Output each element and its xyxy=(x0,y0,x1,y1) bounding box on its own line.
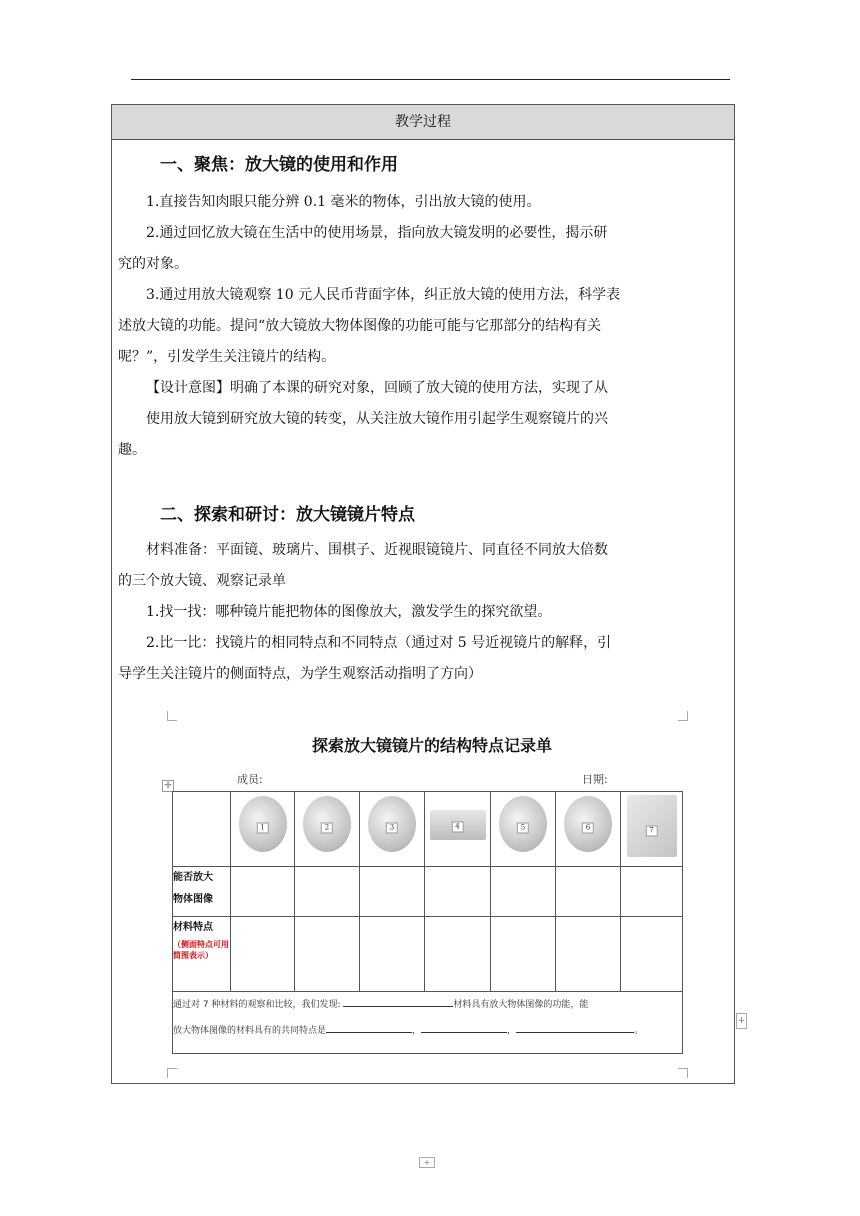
answer-cell xyxy=(360,867,425,917)
step-2-line2: 导学生关注镜片的侧面特点，为学生观察活动指明了方向） xyxy=(118,666,482,682)
lens-number: 2 xyxy=(321,823,333,834)
lens-number: 1 xyxy=(256,823,268,834)
answer-cell xyxy=(621,917,683,992)
answer-cell xyxy=(425,867,491,917)
design-intent-line2: 使用放大镜到研究放大镜的转变，从关注放大镜作用引起学生观察镜片的兴 xyxy=(146,411,608,427)
section-header: 教学过程 xyxy=(112,105,734,140)
answer-cell xyxy=(360,917,425,992)
lesson-process-frame xyxy=(111,104,746,1167)
blank-line xyxy=(516,1022,634,1033)
paragraph-1: 1.直接告知肉眼只能分辨 0.1 毫米的物体，引出放大镜的使用。 xyxy=(146,194,541,210)
section1-heading: 一、聚焦：放大镜的使用和作用 xyxy=(160,155,398,175)
lens-photo xyxy=(499,796,547,852)
paragraph-2-line2: 究的对象。 xyxy=(118,256,188,272)
lens-cell xyxy=(295,792,360,867)
blank-line xyxy=(343,996,453,1007)
lens-photo xyxy=(564,796,612,852)
crop-mark xyxy=(167,711,177,721)
lens-photo xyxy=(430,810,486,840)
answer-cell xyxy=(425,917,491,992)
crop-mark xyxy=(167,1068,177,1078)
answer-cell xyxy=(556,917,621,992)
answer-cell xyxy=(556,867,621,917)
add-column-button[interactable]: + xyxy=(736,1013,747,1029)
lens-photo xyxy=(239,796,287,852)
lens-cell xyxy=(425,792,491,867)
paragraph-2-line1: 2.通过回忆放大镜在生活中的使用场景，指向放大镜发明的必要性，揭示研 xyxy=(146,225,608,241)
paragraph-3-line1: 3.通过用放大镜观察 10 元人民币背面字体，纠正放大镜的使用方法，科学表 xyxy=(146,287,621,303)
lens-photo xyxy=(368,796,416,852)
step-1: 1.找一找：哪种镜片能把物体的图像放大，激发学生的探究欲望。 xyxy=(146,604,552,620)
design-intent-line3: 趣。 xyxy=(118,442,146,458)
summary-row xyxy=(173,992,683,1054)
answer-cell xyxy=(295,917,360,992)
lens-photo xyxy=(303,796,351,852)
answer-cell xyxy=(231,867,295,917)
lens-number: 3 xyxy=(386,823,398,834)
materials-line2: 的三个放大镜、观察记录单 xyxy=(118,573,286,589)
answer-cell xyxy=(231,917,295,992)
date-label: 日期: xyxy=(582,773,608,786)
lens-photo xyxy=(627,795,677,857)
lens-cell xyxy=(491,792,556,867)
sheet-title: 探索放大镜镜片的结构特点记录单 xyxy=(311,736,552,755)
lens-number: 7 xyxy=(645,825,657,836)
lens-number: 4 xyxy=(451,822,463,833)
top-rule xyxy=(131,79,730,80)
feature-row xyxy=(173,917,683,992)
empty-cell xyxy=(173,792,231,867)
summary-cell: 通过对 7 种材料的观察和比较，我们发现: 材料具有放大物体图像的功能，能 放大物体图像的材料具有的共同特点是 ， ， 。 xyxy=(173,992,683,1054)
record-sheet-image xyxy=(162,711,746,1167)
lens-cell xyxy=(556,792,621,867)
section2-heading: 二、探索和研讨：放大镜镜片特点 xyxy=(160,505,415,525)
paragraph-3-line2: 述放大镜的功能。提问“放大镜放大物体图像的功能可能与它那部分的结构有关 xyxy=(118,318,602,334)
lens-row xyxy=(173,792,683,867)
answer-cell xyxy=(491,917,556,992)
answer-cell xyxy=(621,867,683,917)
crop-mark xyxy=(678,711,688,721)
magnify-label: 能否放大 物体图像 xyxy=(173,867,231,917)
section2-body xyxy=(118,535,730,690)
record-table xyxy=(172,791,683,1054)
step-2-line1: 2.比一比：找镜片的相同特点和不同特点（通过对 5 号近视镜片的解释，引 xyxy=(146,635,612,651)
blank-line xyxy=(421,1022,507,1033)
lens-cell xyxy=(621,792,683,867)
materials-line1: 材料准备：平面镜、玻璃片、围棋子、近视眼镜镜片、同直径不同放大倍数 xyxy=(146,542,608,558)
blank-line xyxy=(326,1022,412,1033)
answer-cell xyxy=(295,867,360,917)
crop-mark xyxy=(678,1068,688,1078)
magnify-row xyxy=(173,867,683,917)
members-label: 成员: xyxy=(237,773,263,786)
lens-cell xyxy=(231,792,295,867)
lens-number: 6 xyxy=(582,823,594,834)
paragraph-3-line3: 呢？”，引发学生关注镜片的结构。 xyxy=(118,349,336,365)
add-row-button[interactable]: + xyxy=(419,1157,435,1168)
lens-cell xyxy=(360,792,425,867)
section1-body xyxy=(118,187,730,466)
table-move-handle[interactable]: ✛ xyxy=(162,780,174,792)
design-intent-line1: 【设计意图】明确了本课的研究对象，回顾了放大镜的使用方法，实现了从 xyxy=(146,380,608,396)
answer-cell xyxy=(491,867,556,917)
lens-number: 5 xyxy=(517,823,529,834)
feature-label: 材料特点 （侧面特点可用简图表示） xyxy=(173,917,231,992)
